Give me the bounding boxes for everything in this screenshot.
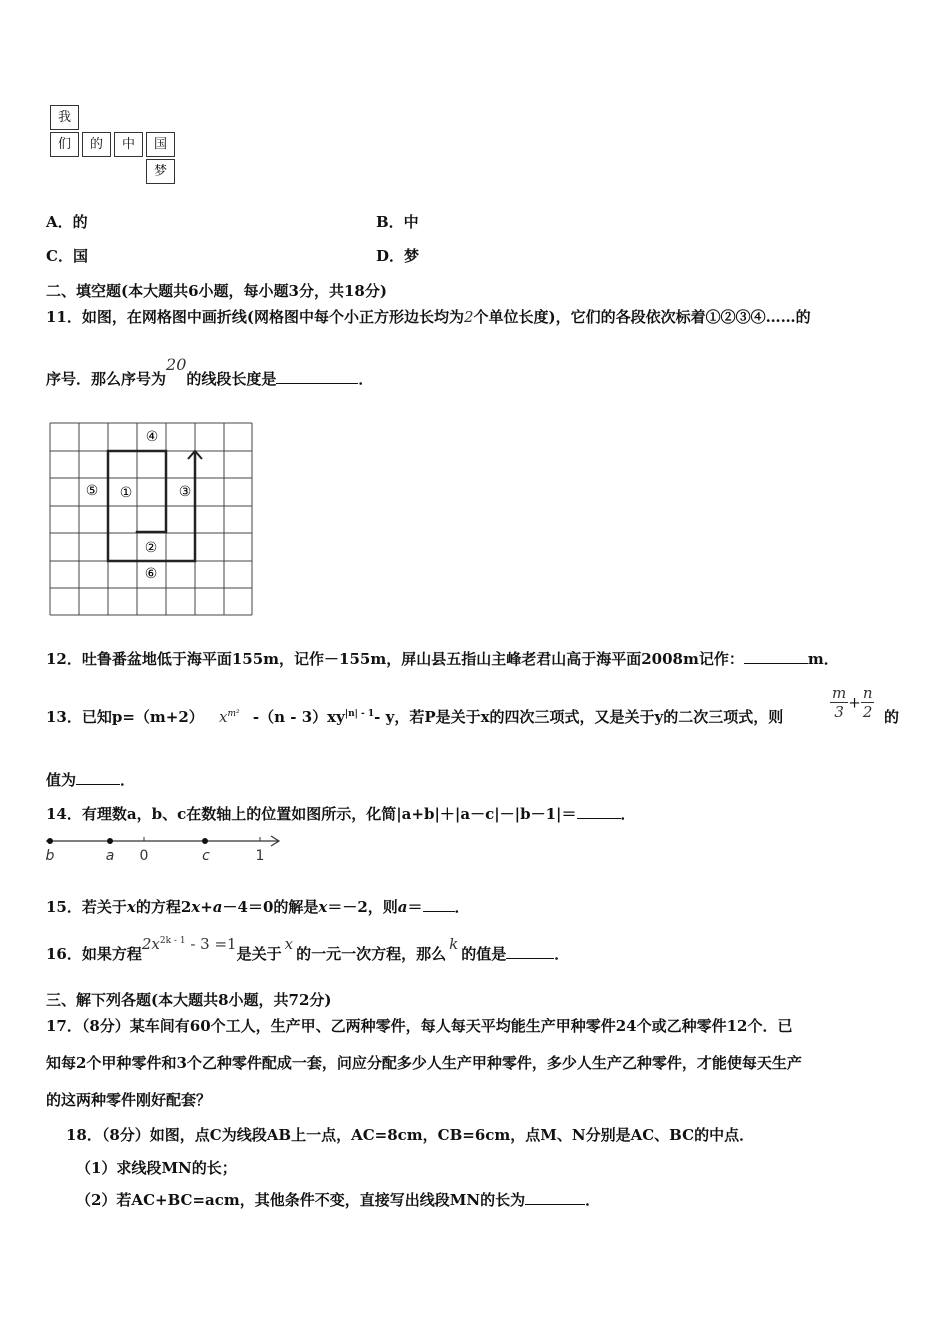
q16-text: 是关于 [236, 945, 282, 963]
var-k: k [449, 935, 459, 953]
answer-blank[interactable] [276, 369, 358, 384]
q16-equation [142, 935, 237, 953]
eq-part: 2x [141, 935, 160, 953]
q15-text: －4＝0的解是 [222, 898, 319, 916]
point-b [47, 838, 53, 844]
numerator: n [862, 684, 873, 702]
segment-label: ④ [145, 429, 159, 445]
q16-text: 的值是 [461, 945, 507, 963]
var-x: x [191, 898, 201, 916]
q13-exponent-2: |n| - 1 [344, 709, 375, 719]
point-a [107, 838, 113, 844]
q18-text: （2）若AC+BC=acm，其他条件不变，直接写出线段MN的长为 [76, 1191, 526, 1209]
q13-end: ． [120, 771, 136, 789]
q15-text: 15．若关于 [46, 898, 127, 916]
var-a: a [212, 898, 223, 916]
fraction-n-over-2 [861, 684, 875, 721]
number-line-figure [42, 830, 287, 866]
q16-text: 的一元一次方程，那么 [296, 945, 447, 963]
answer-blank[interactable] [76, 770, 120, 785]
q18-line1: 18．（8分）如图，点C为线段AB上一点，AC=8cm，CB=6cm，点M、N分别是AC、BC的中点． [66, 1126, 755, 1144]
answer-blank[interactable] [423, 897, 455, 912]
answer-blank[interactable] [744, 649, 808, 664]
denominator: 2 [862, 703, 873, 721]
answer-blank[interactable] [525, 1190, 585, 1205]
q15-text: ＝－2，则 [327, 898, 398, 916]
q13-part3: - y，若P是关于x的四次三项式，又是关于y的二次三项式，则 [374, 708, 784, 726]
q12 [46, 648, 839, 669]
answer-blank[interactable] [506, 944, 554, 959]
segment-label: ⑤ [85, 483, 99, 499]
q16 [46, 935, 570, 964]
section-3-title: 三、解下列各题(本大题共8小题，共72分) [46, 991, 332, 1009]
q13-part1: 13．已知p=（m+2） [46, 708, 204, 726]
q13-line2 [46, 769, 135, 790]
eq-exponent: 2k - 1 [159, 936, 186, 946]
q11-text-d: 的线段长度是 [186, 370, 277, 388]
q11-line1 [46, 306, 811, 327]
numerator: m [832, 684, 847, 702]
option-c: C．国 [46, 247, 88, 265]
axis-label: b [45, 848, 55, 864]
q13-part2: -（n - 3）xy [252, 708, 345, 726]
q17-line3: 的这两种零件刚好配套？ [46, 1091, 212, 1109]
q18-line3 [76, 1189, 600, 1210]
answer-blank[interactable] [577, 804, 621, 819]
net-cell: 的 [82, 132, 111, 157]
q17-line2: 知每2个甲种零件和3个乙种零件配成一套，问应分配多少人生产甲种零件，多少人生产乙种零件，才能使每天生产 [46, 1054, 802, 1072]
q11-text-a: 11．如图，在网格图中画折线(网格图中每个小正方形边长均为 [46, 308, 464, 326]
axis-label: c [202, 848, 210, 864]
segment-label: ③ [178, 484, 192, 500]
q13-x: x [219, 708, 228, 726]
axis-label: 0 [139, 848, 149, 864]
var-x: x [284, 935, 294, 953]
point-c [202, 838, 208, 844]
plus-sign: + [848, 693, 861, 712]
q13-line2-text: 值为 [46, 771, 77, 789]
q15-text: + [200, 898, 213, 916]
q11-number: 20 [166, 355, 187, 374]
var-x: x [318, 898, 328, 916]
q15-end: ． [454, 898, 470, 916]
q14 [46, 803, 636, 824]
q12-text: 12．吐鲁番盆地低于海平面155m，记作－155m，屏山县五指山主峰老君山高于海平面2008m记作： [46, 650, 744, 668]
net-cell: 中 [114, 132, 143, 157]
q16-text: 16．如果方程 [46, 945, 142, 963]
q13-fraction-expr [830, 684, 874, 721]
q16-end: ． [554, 945, 570, 963]
section-2-title: 二、填空题(本大题共6小题，每小题3分，共18分) [46, 282, 387, 300]
q14-text: 14．有理数a，b、c在数轴上的位置如图所示，化简|a+b|＋|a－c|－|b－1|＝ [46, 805, 577, 823]
q15-text: 的方程2 [135, 898, 192, 916]
net-cell: 梦 [146, 159, 175, 184]
q15-text: ＝ [407, 898, 423, 916]
segment-label: ① [119, 485, 133, 501]
q11-line2: 序号．那么序号为20的线段长度是 ． [46, 355, 374, 388]
q11-unit: 2 [463, 308, 474, 326]
eq-part: - 3 =1 [185, 935, 237, 953]
q18-line2: （1）求线段MN的长； [76, 1159, 237, 1177]
q12-unit: m． [807, 650, 839, 668]
q11-text-c: 序号．那么序号为 [46, 370, 167, 388]
q18-end: ． [585, 1191, 601, 1209]
denominator: 3 [834, 703, 844, 721]
grid-polyline-figure [48, 421, 256, 619]
q13-line1 [46, 706, 783, 727]
option-b: B．中 [376, 213, 419, 231]
q17-line1: 17．（8分）某车间有60个工人，生产甲、乙两种零件，每人每天平均能生产甲种零件24个或乙种零件12个．已 [46, 1017, 793, 1035]
segment-label: ② [144, 540, 158, 556]
q13-tail: 的 [884, 708, 900, 726]
fraction-m-over-3 [830, 684, 848, 721]
segment-label: ⑥ [144, 566, 158, 582]
var-a: a [397, 898, 408, 916]
q13-exponent: m² [227, 709, 240, 719]
axis-label: 1 [255, 848, 265, 864]
option-a: A．的 [46, 213, 88, 231]
option-d: D．梦 [376, 247, 420, 265]
net-cell: 我 [50, 105, 79, 130]
var-x: x [126, 898, 136, 916]
net-cell: 们 [50, 132, 79, 157]
axis-label: a [105, 848, 115, 864]
q11-text-b: 个单位长度)，它们的各段依次标着①②③④……的 [473, 308, 811, 326]
q14-end: ． [620, 805, 636, 823]
q15 [46, 896, 470, 917]
net-cell: 国 [146, 132, 175, 157]
